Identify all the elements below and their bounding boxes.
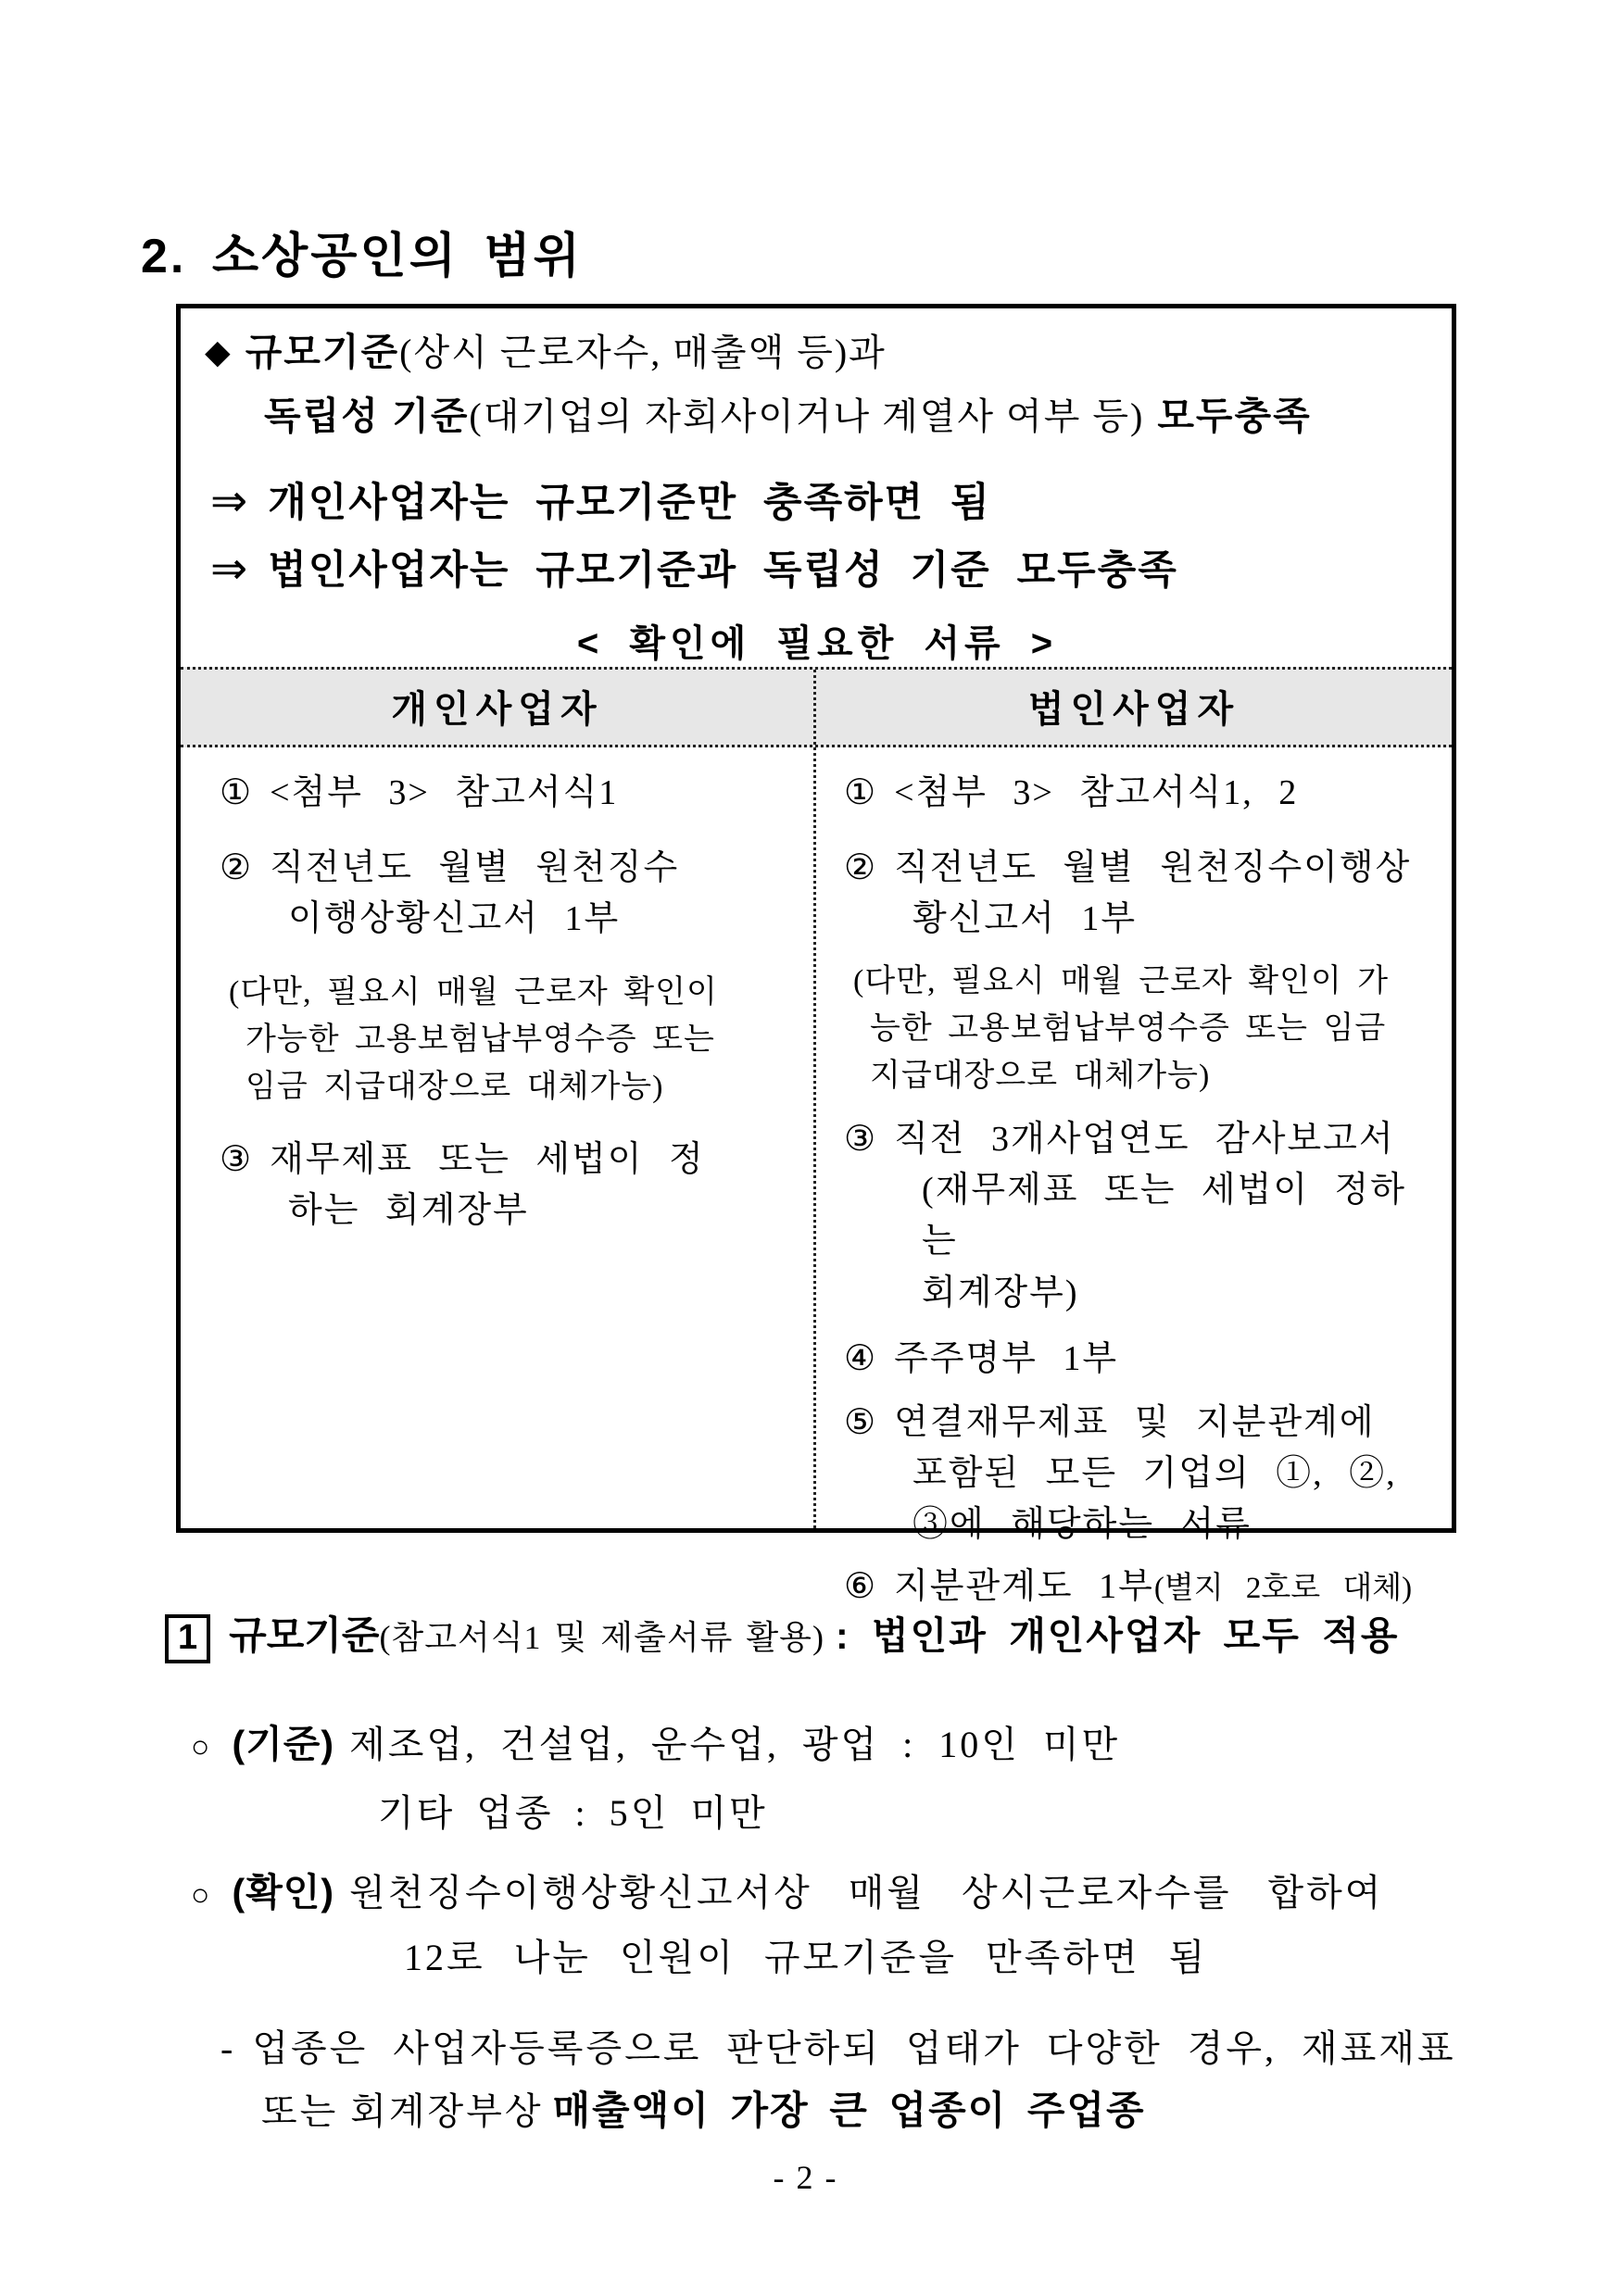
criteria-line1-bold: 규모기준 <box>245 331 400 373</box>
industry-dash2-bold: 매출액이 가장 큰 업종이 주업종 <box>552 2089 1146 2132</box>
double-arrow-icon: ⇒ <box>210 477 248 526</box>
corporate-item-3-line1: 직전 3개사업연도 감사보고서 <box>894 1120 1395 1160</box>
corporate-item-1-text: <첨부 3> 참고서식1, 2 <box>894 773 1299 812</box>
corporate-item-3-line3: 회계장부) <box>922 1273 1079 1312</box>
corporate-note <box>853 958 1437 1099</box>
circle-bullet-icon: ○ <box>191 1878 210 1913</box>
conclusion-individual <box>210 471 1429 528</box>
conclusion-individual-text: 개인사업자는 규모기준만 충족하면 됨 <box>268 481 991 525</box>
column-individual <box>181 747 816 1528</box>
conclusion-corporate-text: 법인사업자는 규모기준과 독립성 기준 모두충족 <box>268 548 1178 593</box>
corporate-item-5-line2: 포함된 모든 기업의 ①, ②, <box>912 1453 1397 1493</box>
circled-2-icon: ② <box>220 848 252 888</box>
circled-5-icon: ⑤ <box>844 1402 876 1442</box>
criteria-line-2 <box>264 385 1429 440</box>
standard-text-line2: 기타 업종 : 5인 미만 <box>378 1792 768 1834</box>
circled-6-icon: ⑥ <box>844 1567 876 1607</box>
table-header-individual: 개인사업자 <box>181 670 816 745</box>
circled-3-icon: ③ <box>220 1140 252 1180</box>
corporate-item-4 <box>844 1334 1437 1385</box>
check-bullet <box>191 1862 1383 1916</box>
circle-bullet-icon: ○ <box>191 1730 210 1764</box>
individual-item-3 <box>220 1135 799 1236</box>
criteria-line1-tail: 과 <box>849 332 887 373</box>
corporate-item-2-line2: 황신고서 1부 <box>912 899 1138 939</box>
page-title: 2. 소상공인의 범위 <box>141 230 583 283</box>
circled-2-icon: ② <box>844 848 876 888</box>
individual-item-1-text: <첨부 3> 참고서식1 <box>270 773 619 812</box>
corporate-item-6-paren: (별지 2호로 대체) <box>1153 1572 1413 1606</box>
column-corporate <box>816 747 1452 1607</box>
circled-1-icon: ① <box>844 773 876 812</box>
corporate-item-4-text: 주주명부 1부 <box>894 1338 1119 1378</box>
documents-table-header <box>181 667 1452 747</box>
standard-label: (기준) <box>232 1723 335 1765</box>
individual-note-line3: 임금 지급대장으로 대체가능) <box>245 1070 664 1105</box>
check-label: (확인) <box>232 1871 335 1913</box>
individual-item-3-line2: 하는 회계장부 <box>288 1191 529 1231</box>
corporate-item-3-line2: (재무제표 또는 세법이 정하는 <box>922 1171 1406 1261</box>
criteria-line2-bold-tail: 모두충족 <box>1157 395 1312 437</box>
criteria-line2-bold: 독립성 기준 <box>264 395 470 437</box>
diamond-bullet-icon: ◆ <box>205 333 233 370</box>
corporate-item-5 <box>844 1398 1437 1550</box>
individual-note <box>229 969 799 1110</box>
individual-note-line2: 가능한 고용보험납부영수증 또는 <box>245 1023 715 1058</box>
corporate-item-2 <box>844 843 1437 945</box>
documents-heading: < 확인에 필요한 서류 > <box>576 623 1058 664</box>
size-criteria-paren: (참고서식1 및 제출서류 활용) <box>379 1619 824 1656</box>
criteria-summary <box>181 308 1452 667</box>
corporate-item-3 <box>844 1114 1437 1318</box>
corporate-item-6-text: 지분관계도 1부 <box>894 1567 1154 1607</box>
size-criteria-tail: : 법인과 개인사업자 모두 적용 <box>835 1614 1400 1657</box>
individual-note-line1: (다만, 필요시 매월 근로자 확인이 <box>229 975 718 1010</box>
check-text: 원천징수이행상황신고서상 매월 상시근로자수를 합하여 <box>349 1872 1384 1913</box>
criteria-box <box>176 304 1456 1607</box>
dash-bullet-icon: - <box>220 2027 236 2069</box>
circled-4-icon: ④ <box>844 1338 876 1378</box>
individual-item-3-line1: 재무제표 또는 세법이 정 <box>270 1140 705 1180</box>
individual-item-2-line2: 이행상황신고서 1부 <box>288 899 621 939</box>
standard-bullet <box>191 1713 1120 1768</box>
size-criteria-heading <box>165 1605 1399 1663</box>
individual-item-2-line1: 직전년도 월별 원천징수 <box>270 848 680 888</box>
industry-dash-line1 <box>220 2019 1456 2072</box>
corporate-note-line1: (다만, 필요시 매월 근로자 확인이 가 <box>853 964 1390 999</box>
corporate-item-1 <box>844 768 1437 819</box>
conclusion-corporate <box>210 539 1429 596</box>
individual-item-1 <box>220 768 799 819</box>
industry-dash-line2 <box>261 2080 1146 2136</box>
table-header-corporate: 법인사업자 <box>1027 689 1240 730</box>
page-number: - 2 - <box>773 2159 838 2196</box>
standard-text: 제조업, 건설업, 운수업, 광업 : 10인 미만 <box>349 1724 1121 1765</box>
individual-item-2 <box>220 843 799 945</box>
corporate-item-2-line1: 직전년도 월별 원천징수이행상 <box>894 848 1412 888</box>
corporate-note-line3: 지급대장으로 대체가능) <box>870 1059 1211 1094</box>
industry-dash2-normal: 또는 회계장부상 <box>261 2090 544 2132</box>
double-arrow-icon: ⇒ <box>210 545 248 594</box>
corporate-note-line2: 능한 고용보험납부영수증 또는 임금 <box>870 1011 1387 1047</box>
documents-table-body <box>181 747 1452 1607</box>
criteria-line2-paren: (대기업의 자회사이거나 계열사 여부 등) <box>469 395 1145 437</box>
boxed-number-1: 1 <box>165 1614 210 1663</box>
corporate-item-5-line1: 연결재무제표 및 지분관계에 <box>894 1402 1376 1442</box>
circled-1-icon: ① <box>220 773 252 812</box>
size-criteria-bold: 규모기준 <box>229 1613 380 1657</box>
circled-3-icon: ③ <box>844 1120 876 1160</box>
corporate-item-5-line3: ③에 해당하는 서류 <box>912 1504 1252 1544</box>
criteria-line-1 <box>205 321 1429 376</box>
check-text-line2: 12로 나눈 인원이 규모기준을 만족하면 됨 <box>404 1937 1208 1978</box>
industry-dash-text: 업종은 사업자등록증으로 판단하되 업태가 다양한 경우, 재표재표 <box>252 2027 1456 2069</box>
criteria-line1-paren: (상시 근로자수, 매출액 등) <box>399 332 850 373</box>
